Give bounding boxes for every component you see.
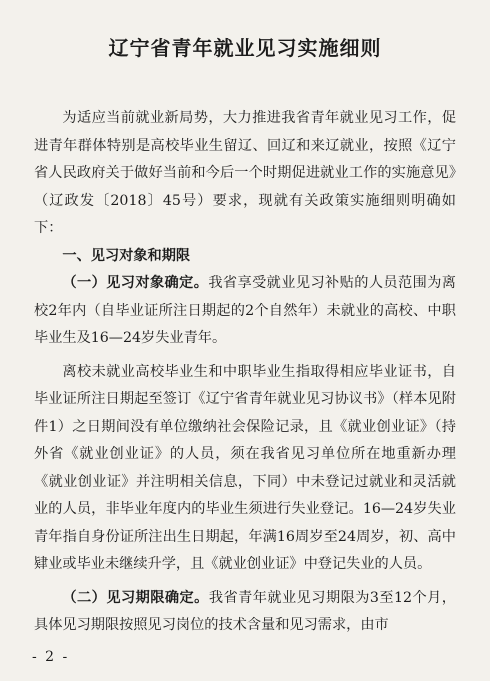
page-number: - 2 - — [32, 649, 70, 665]
section-heading: 一、见习对象和期限 — [62, 247, 191, 264]
document-title: 辽宁省青年就业见习实施细则 — [108, 36, 382, 60]
definition-paragraph: 离校未就业高校毕业生和中职毕业生指取得相应毕业证书，自毕业证所注日期起至签订《辽宁省青年就业见习协议书》（样本见附件1）之日期间没有单位缴纳社会保险记录，且《就业创业证》（持外省《就业创业证》的人员，须在我省见习单位所在地重新办理《就业创业证》并注明相关信息，下同）中未登记过就业和灵活就业的人员，非毕业年度内的毕业生须进行失业登记。16—24岁失业青年指自身份证所注出生日期起，年满16周岁至24周岁，初、高中肄业或毕业未继续升学，且《就业创业证》中登记失业的人员。 — [34, 363, 456, 572]
item1-paragraph — [34, 270, 456, 353]
item2-paragraph — [34, 585, 456, 640]
intro-paragraph: 为适应当前就业新局势，大力推进我省青年就业见习工作，促进青年群体特别是高校毕业生留辽、回辽和来辽就业，按照《辽宁省人民政府关于做好当前和今后一个时期促进就业工作的实施意见》（辽政发〔2018〕45号）要求，现就有关政策实施细则明确如下： — [34, 110, 456, 236]
item1-text: 我省享受就业见习补贴的人员范围为离校2年内（自毕业证所注日期起的2个自然年）未就业的高校、中职毕业生及16—24岁失业青年。 — [34, 275, 456, 346]
item1-label: （一）见习对象确定。 — [62, 275, 209, 291]
item2-label: （二）见习期限确定。 — [62, 589, 209, 606]
item2-text: 我省青年就业见习期限为3至12个月，具体见习期限按照见习岗位的技术含量和见习需求，由市 — [34, 589, 456, 633]
